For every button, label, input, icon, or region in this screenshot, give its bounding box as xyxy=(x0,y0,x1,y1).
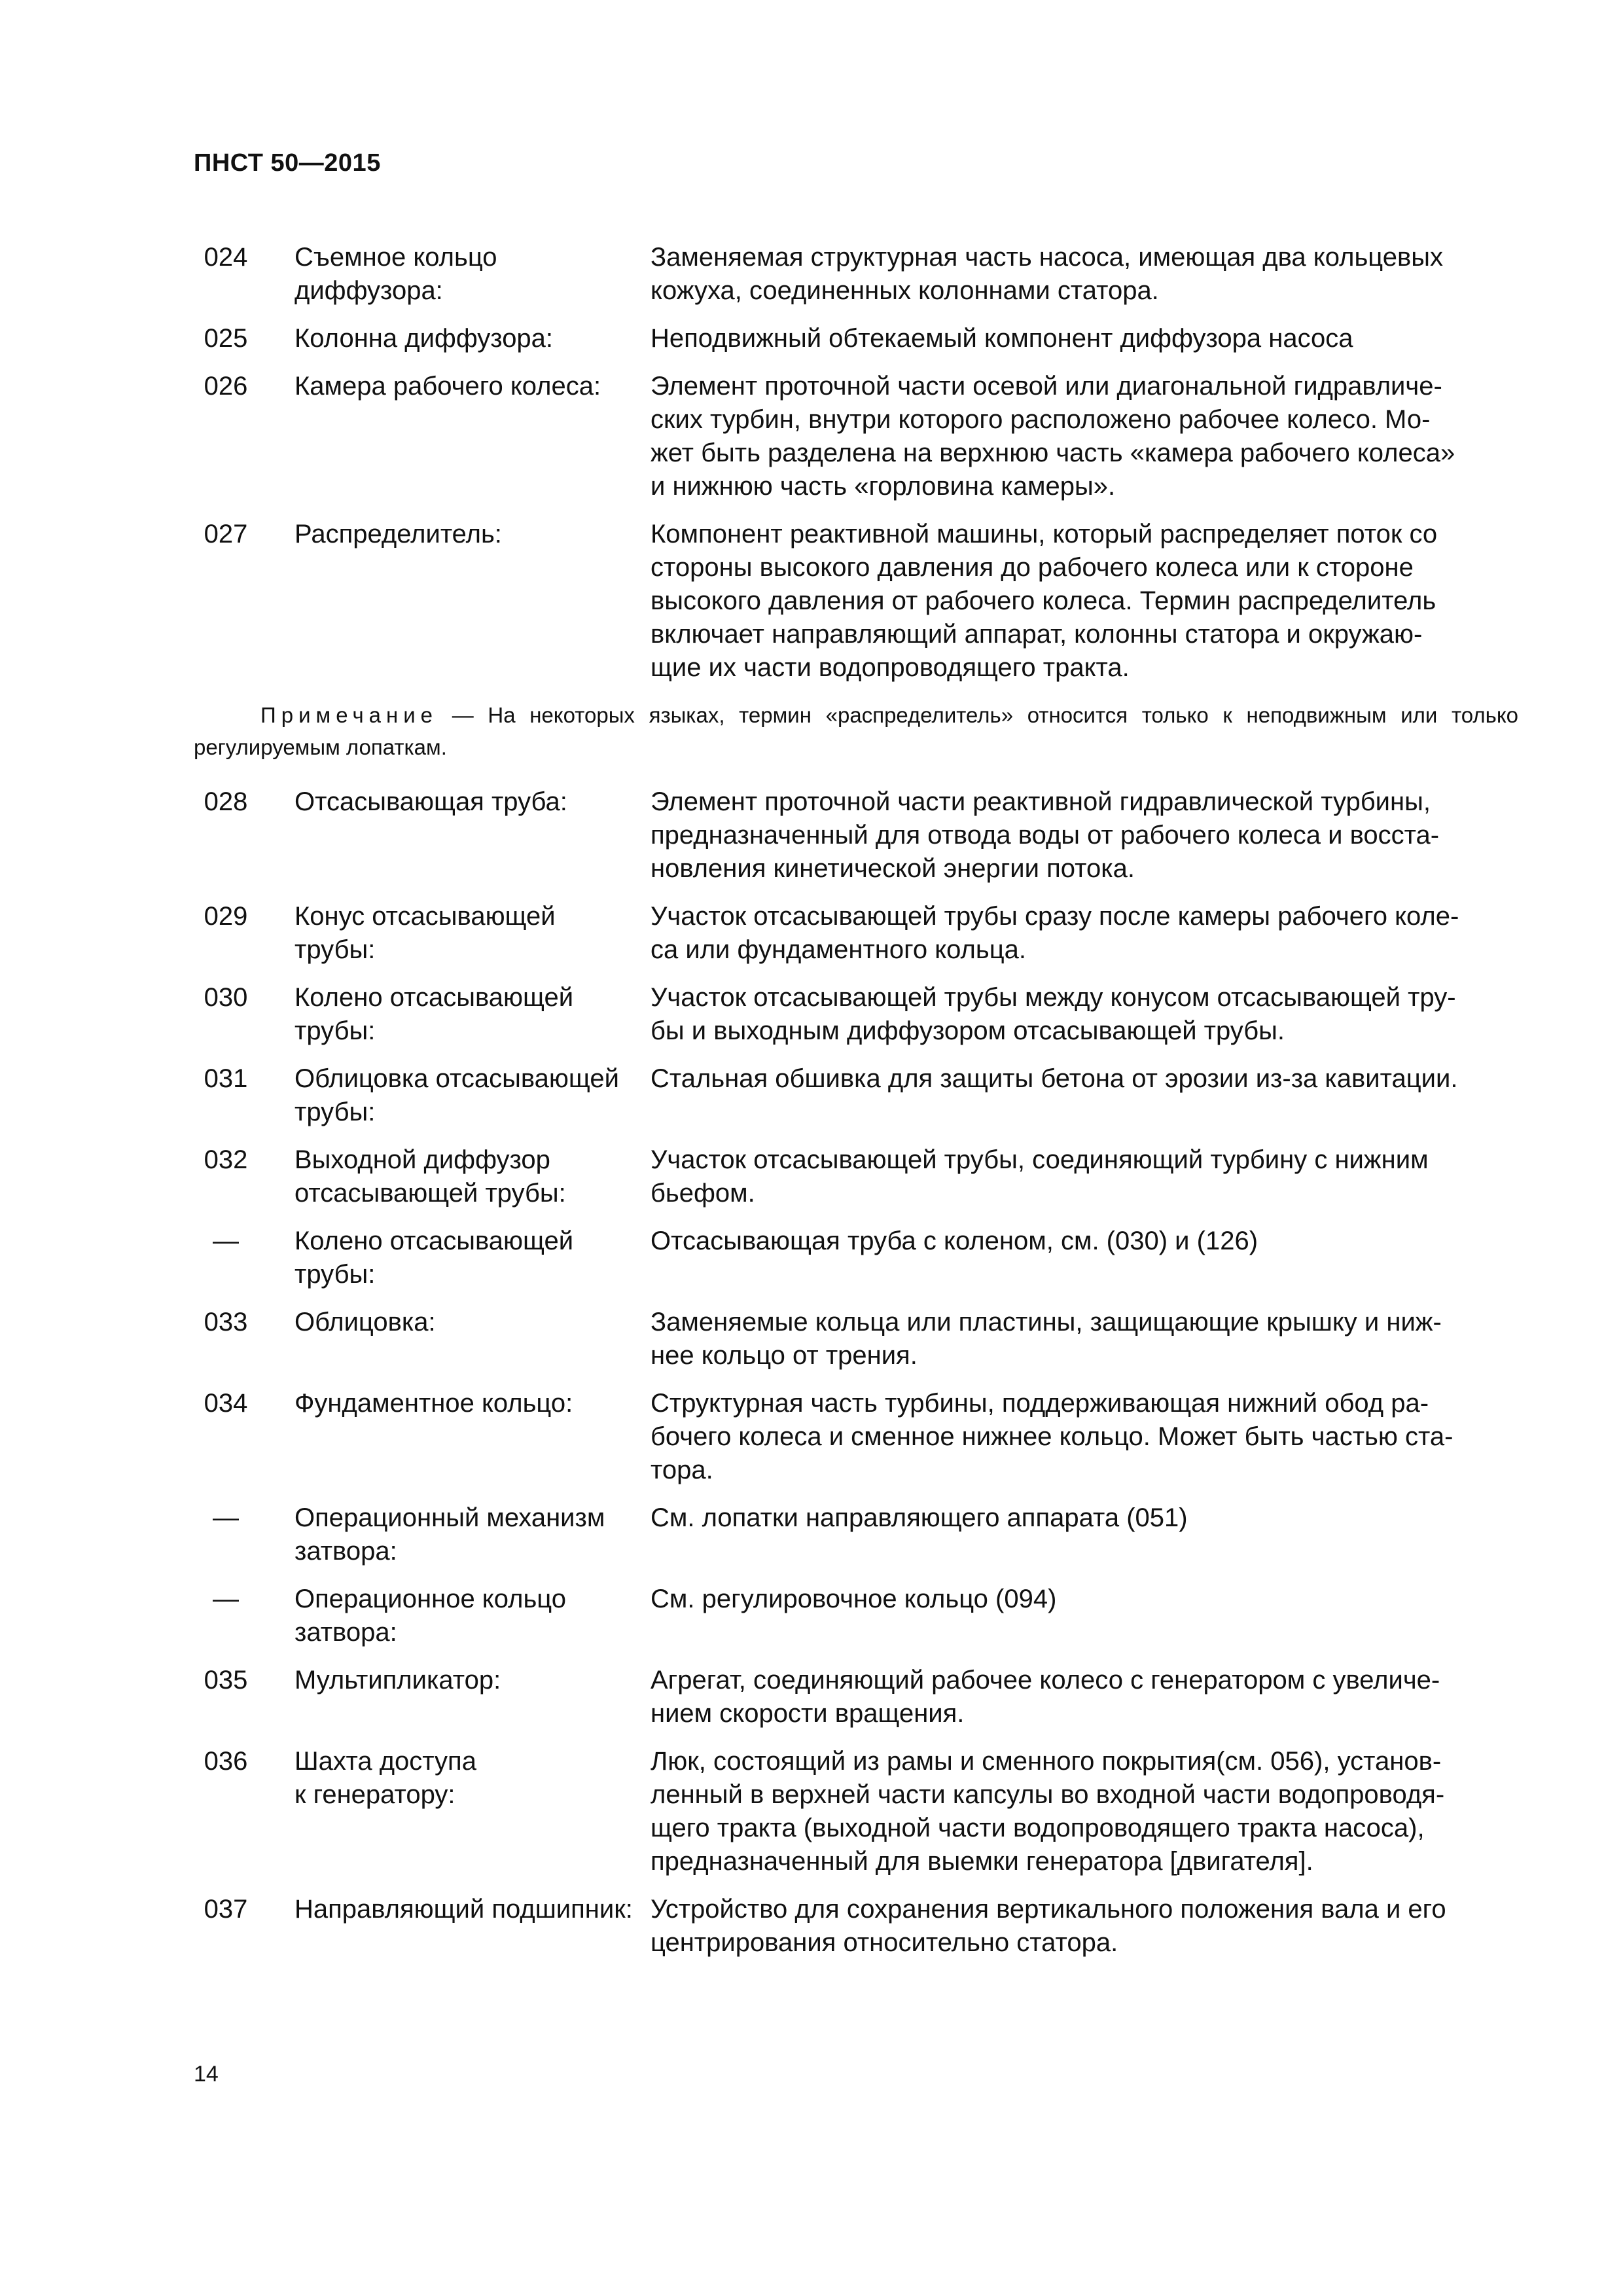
entry-term: Распределитель: xyxy=(294,520,502,548)
entry-term: Облицовка: xyxy=(294,1308,436,1336)
entry-term: Операционное кольцо затвора: xyxy=(294,1585,566,1647)
entry-number: 030 xyxy=(204,983,248,1012)
entry-term: Колонна диффузора: xyxy=(294,324,554,353)
glossary-entry xyxy=(194,1225,1518,1291)
note-text: — На некоторых языках, термин «распределитель» относится только к неподвижным или только регулируемым лопаткам. xyxy=(194,703,1518,759)
document-header: ПНСТ 50—2015 xyxy=(194,149,381,177)
entry-number: 025 xyxy=(204,324,248,353)
entry-definition: Структурная часть турбины, поддерживающая нижний обод ра- бочего колеса и сменное нижнее кольцо. Может быть частью ста- тора. xyxy=(651,1389,1454,1484)
entry-number: 031 xyxy=(204,1064,248,1093)
glossary-entry xyxy=(194,370,1518,503)
entry-number: 026 xyxy=(204,372,248,401)
glossary-content xyxy=(194,241,1518,1960)
glossary-entry xyxy=(194,1583,1518,1649)
entry-term: Выходной диффузор отсасывающей трубы: xyxy=(294,1145,566,1208)
entry-definition: Стальная обшивка для защиты бетона от эрозии из-за кавитации. xyxy=(651,1064,1458,1093)
glossary-entry xyxy=(194,1745,1518,1878)
entry-definition: См. лопатки направляющего аппарата (051) xyxy=(651,1503,1188,1532)
entry-term: Шахта доступа к генератору: xyxy=(294,1747,476,1809)
entry-definition: Заменяемая структурная часть насоса, имеющая два кольцевых кожуха, соединенных колоннами статора. xyxy=(651,243,1443,305)
entry-term: Направляющий подшипник: xyxy=(294,1895,633,1924)
glossary-entry xyxy=(194,981,1518,1048)
entry-definition: Люк, состоящий из рамы и сменного покрытия(см. 056), установ- ленный в верхней части капсулы во входной части водопроводя- щего тракта (выходной части водопроводящего тракта насоса), предназначенный для выемки генератора [двигателя]. xyxy=(651,1747,1445,1876)
entry-term: Колено отсасывающей трубы: xyxy=(294,983,574,1045)
entry-term: Конус отсасывающей трубы: xyxy=(294,902,556,964)
note-paragraph xyxy=(194,699,1518,763)
entry-number: — xyxy=(213,1585,239,1613)
entry-number: — xyxy=(213,1227,239,1255)
glossary-entry xyxy=(194,1893,1518,1960)
entry-number: — xyxy=(213,1503,239,1532)
entry-definition: См. регулировочное кольцо (094) xyxy=(651,1585,1057,1613)
entry-term: Камера рабочего колеса: xyxy=(294,372,601,401)
glossary-entry xyxy=(194,1387,1518,1487)
glossary-entry xyxy=(194,900,1518,967)
entry-definition: Участок отсасывающей трубы сразу после камеры рабочего коле- са или фундаментного кольца. xyxy=(651,902,1459,964)
glossary-entry xyxy=(194,1143,1518,1210)
entry-definition: Элемент проточной части осевой или диагональной гидравличе- ских турбин, внутри которого расположено рабочее колесо. Мо- жет быть разделена на верхнюю часть «камера рабочего колеса» и нижнюю часть «горловина камеры». xyxy=(651,372,1455,501)
entry-definition: Устройство для сохранения вертикального положения вала и его центрирования относительно статора. xyxy=(651,1895,1446,1957)
entry-term: Съемное кольцо диффузора: xyxy=(294,243,497,305)
entry-definition: Элемент проточной части реактивной гидравлической турбины, предназначенный для отвода воды от рабочего колеса и восста- новления кинетической энергии потока. xyxy=(651,787,1440,883)
entry-number: 034 xyxy=(204,1389,248,1418)
entry-number: 036 xyxy=(204,1747,248,1776)
entry-number: 035 xyxy=(204,1666,248,1695)
entry-number: 028 xyxy=(204,787,248,816)
entry-number: 027 xyxy=(204,520,248,548)
entry-number: 024 xyxy=(204,243,248,272)
entry-definition: Агрегат, соединяющий рабочее колесо с генератором с увеличе- нием скорости вращения. xyxy=(651,1666,1440,1728)
glossary-entry xyxy=(194,1306,1518,1372)
entry-number: 032 xyxy=(204,1145,248,1174)
entry-number: 029 xyxy=(204,902,248,931)
entry-term: Операционный механизм затвора: xyxy=(294,1503,605,1566)
glossary-entry xyxy=(194,785,1518,886)
entry-number: 033 xyxy=(204,1308,248,1336)
entry-definition: Заменяемые кольца или пластины, защищающие крышку и ниж- нее кольцо от трения. xyxy=(651,1308,1442,1370)
glossary-entry xyxy=(194,1664,1518,1731)
entry-term: Колено отсасывающей трубы: xyxy=(294,1227,574,1289)
entry-definition: Компонент реактивной машины, который распределяет поток со стороны высокого давления до рабочего колеса или к стороне высокого давления от рабочего колеса. Термин распределитель включает направляющий аппарат, колонны статора и окружаю- щие их части водопроводящего тракта. xyxy=(651,520,1438,682)
entry-term: Фундаментное кольцо: xyxy=(294,1389,573,1418)
page-number: 14 xyxy=(194,2062,219,2087)
entry-definition: Участок отсасывающей трубы между конусом отсасывающей тру- бы и выходным диффузором отсасывающей трубы. xyxy=(651,983,1456,1045)
entry-term: Мультипликатор: xyxy=(294,1666,501,1695)
glossary-entry xyxy=(194,518,1518,685)
glossary-list-a xyxy=(194,241,1518,685)
glossary-entry xyxy=(194,322,1518,355)
glossary-entry xyxy=(194,1501,1518,1568)
glossary-entry xyxy=(194,241,1518,308)
entry-number: 037 xyxy=(204,1895,248,1924)
note-label: Примечание xyxy=(260,703,438,727)
entry-term: Облицовка отсасывающей трубы: xyxy=(294,1064,619,1126)
entry-definition: Неподвижный обтекаемый компонент диффузора насоса xyxy=(651,324,1353,353)
glossary-list-b xyxy=(194,785,1518,1960)
entry-definition: Отсасывающая труба с коленом, см. (030) и (126) xyxy=(651,1227,1258,1255)
entry-term: Отсасывающая труба: xyxy=(294,787,567,816)
glossary-entry xyxy=(194,1062,1518,1129)
entry-definition: Участок отсасывающей трубы, соединяющий турбину с нижним бьефом. xyxy=(651,1145,1429,1208)
